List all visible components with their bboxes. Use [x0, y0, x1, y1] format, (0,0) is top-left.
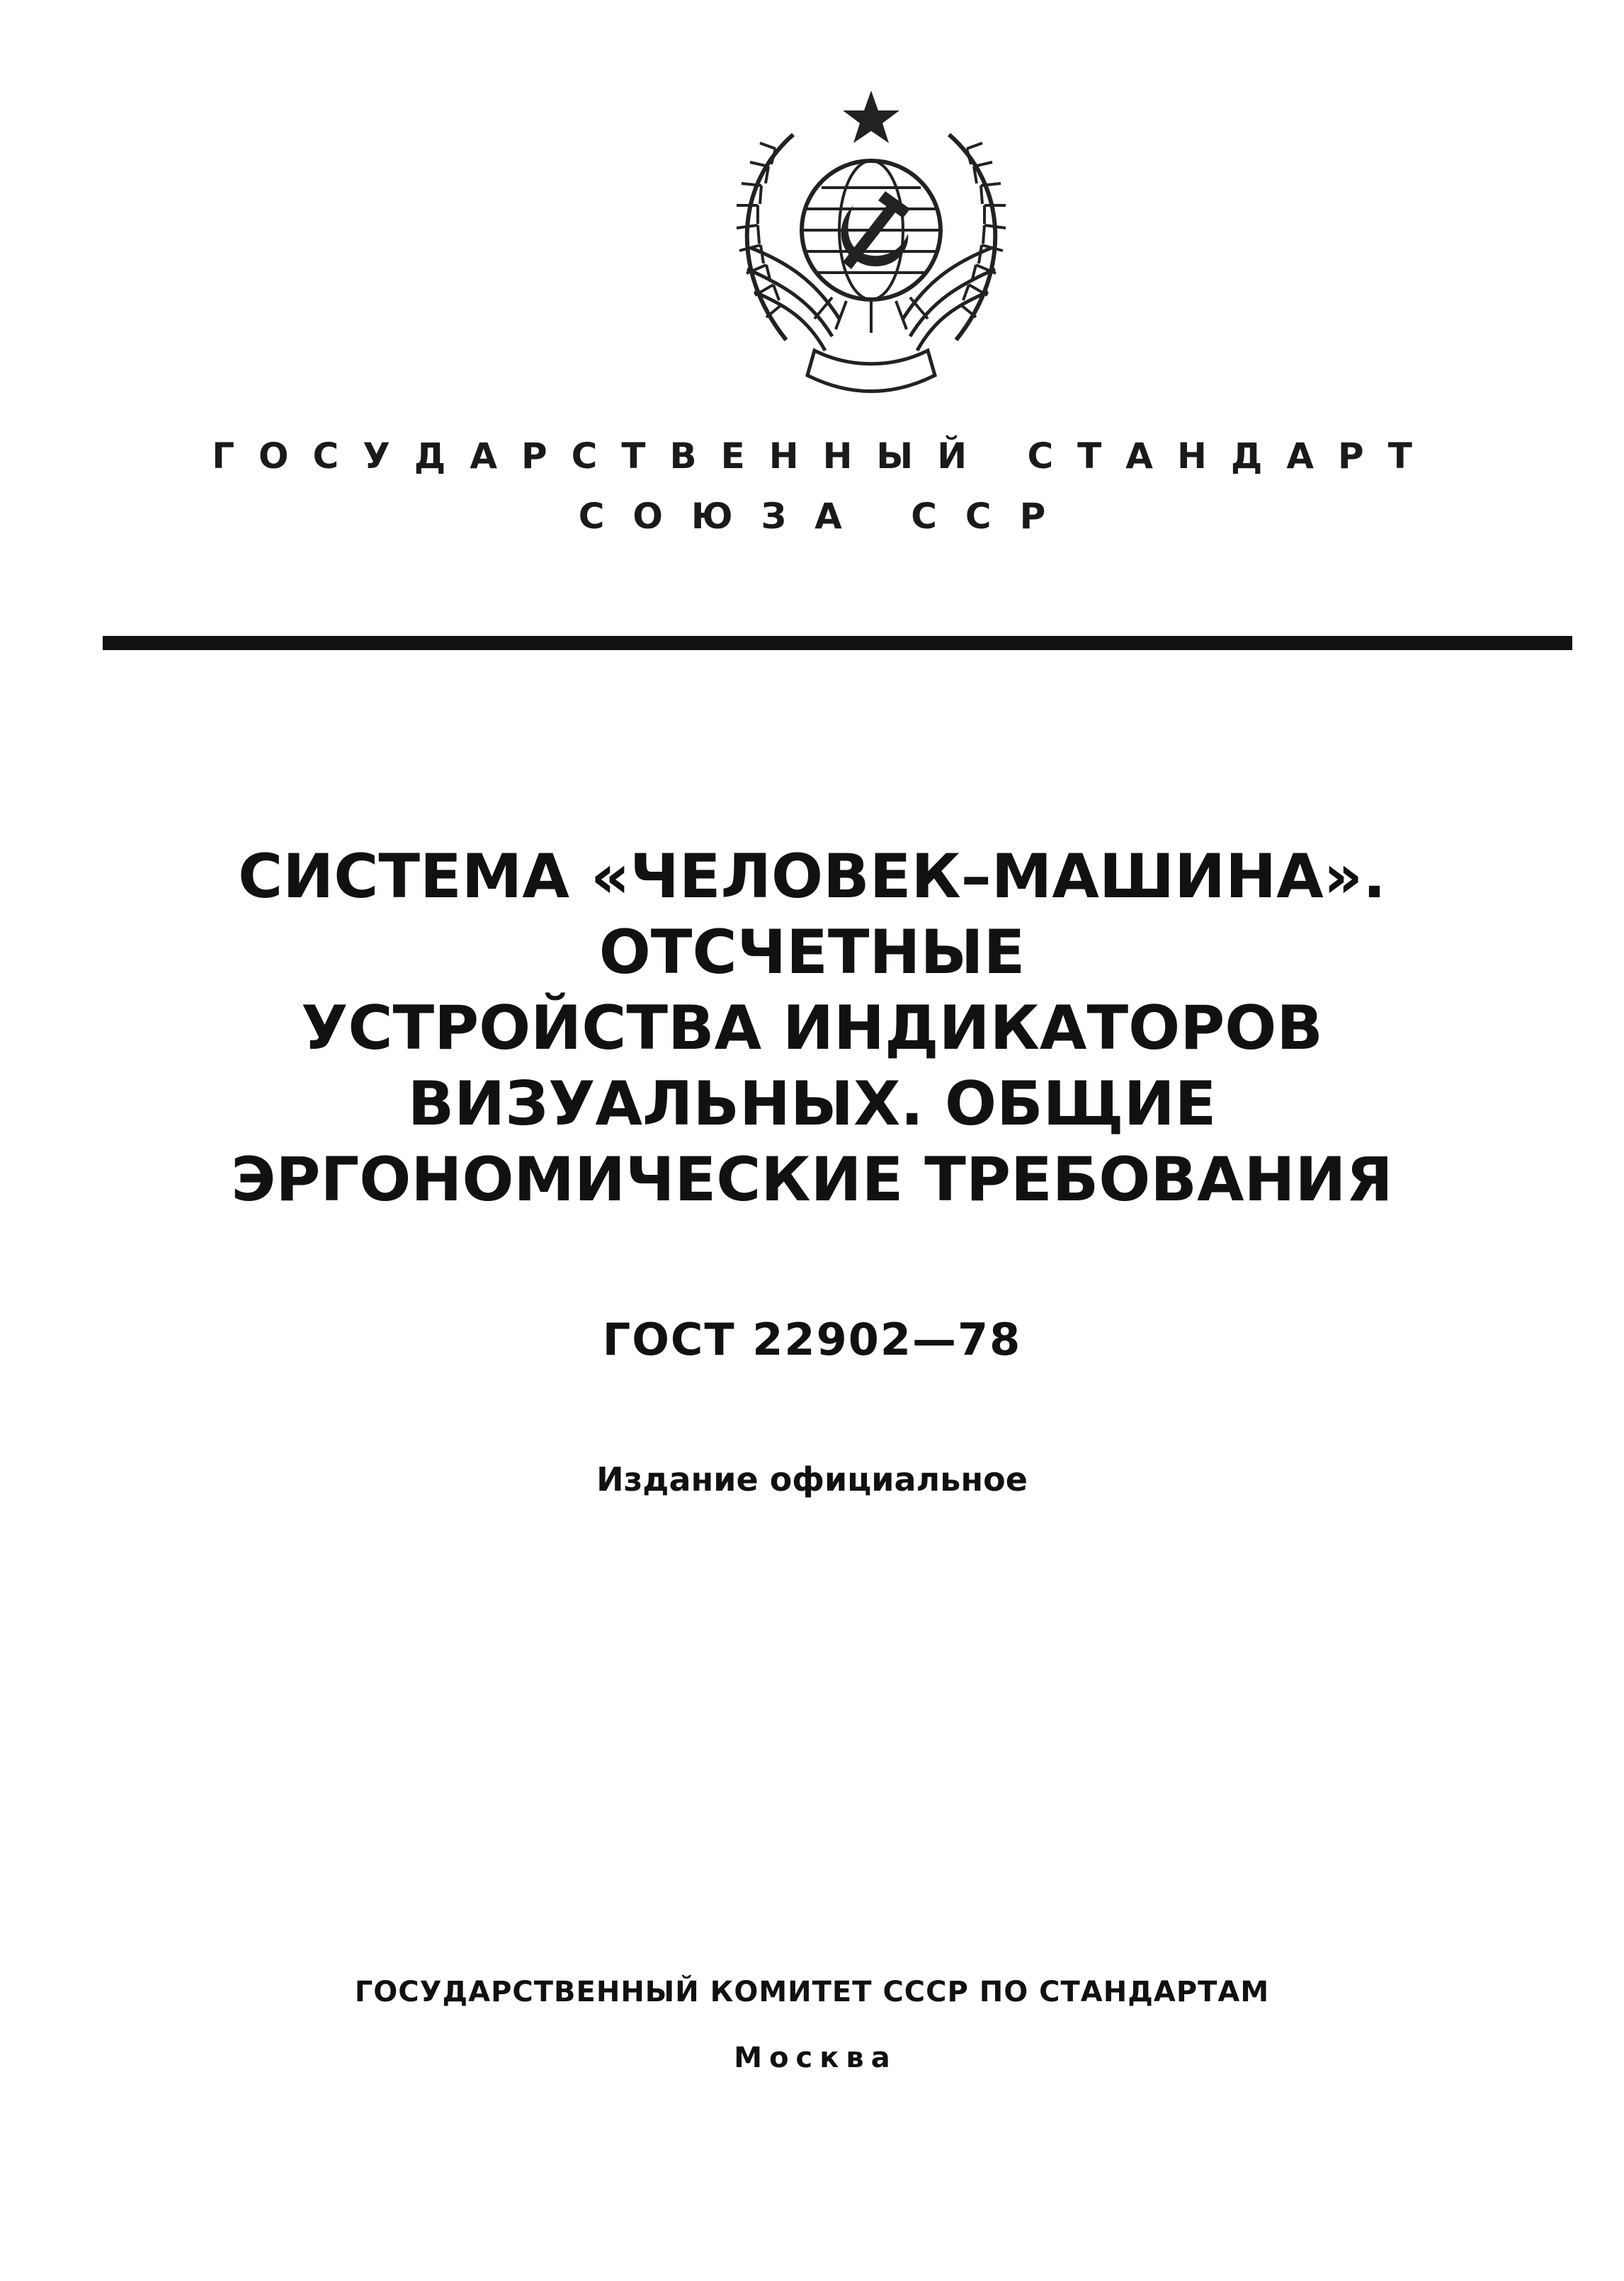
publisher-committee: ГОСУДАРСТВЕННЫЙ КОМИТЕТ СССР ПО СТАНДАРТАМ	[354, 1976, 1270, 2008]
title-line: ЭРГОНОМИЧЕСКИЕ ТРЕБОВАНИЯ	[231, 1144, 1393, 1215]
title-line: ОТСЧЕТНЫЕ	[598, 917, 1026, 988]
title-line: СИСТЕМА «ЧЕЛОВЕК–МАШИНА».	[238, 841, 1386, 912]
document-title	[0, 839, 1624, 1218]
horizontal-rule	[103, 636, 1572, 650]
title-line: ВИЗУАЛЬНЫХ. ОБЩИЕ	[407, 1069, 1217, 1139]
publisher-city: Москва	[734, 2042, 897, 2074]
header-state-standard: ГОСУДАРСТВЕННЫЙ СТАНДАРТ	[212, 436, 1436, 477]
header-union-ussr: СОЮЗА ССР	[578, 496, 1074, 537]
standard-number: ГОСТ 22902—78	[602, 1314, 1022, 1365]
edition-label: Издание официальное	[596, 1460, 1028, 1498]
title-line: УСТРОЙСТВА ИНДИКАТОРОВ	[301, 993, 1323, 1064]
ussr-coat-of-arms-icon	[708, 85, 1034, 404]
